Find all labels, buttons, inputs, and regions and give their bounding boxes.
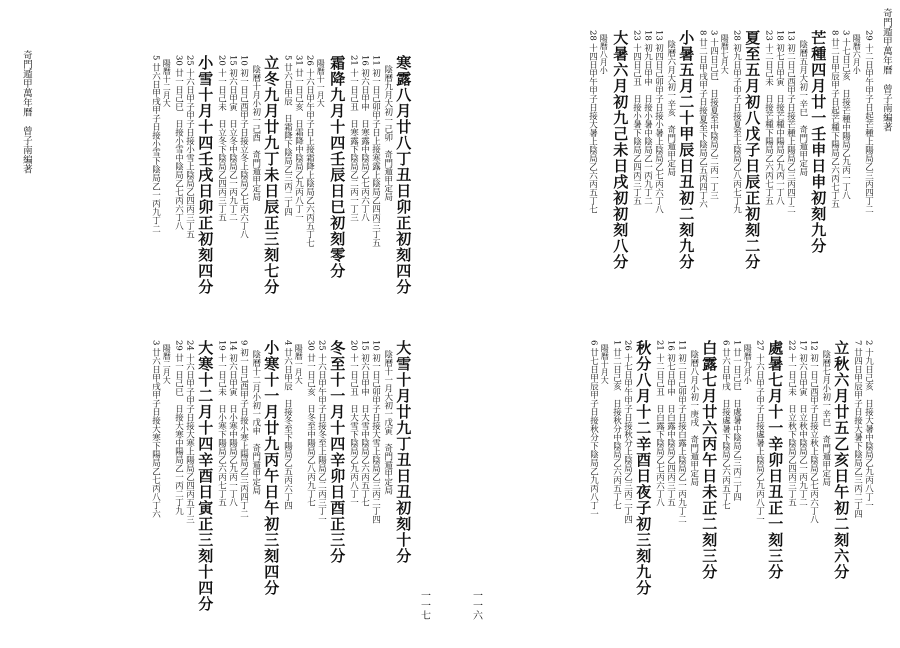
solar-month-note: 陽曆七月大 [720, 34, 730, 74]
solar-month-note: 陽曆九月小 [743, 344, 753, 384]
solar-term-heading: 霜降九月十四壬辰日巳初刻零分 [328, 55, 347, 279]
day-entry-row: 31 廿一日己亥 日霜降中陰局乙九丙八丁一 [293, 55, 304, 222]
solar-term-heading: 寒露八月廿八丁丑日卯正初刻四分 [394, 55, 413, 295]
solar-term-heading: 芒種四月廿一壬申日申初刻九分 [809, 30, 828, 254]
day-entry-row: 21 十二日己丑 日白露下陰局乙七丙六丁八 [654, 340, 665, 507]
day-entry-row: 18 初七日甲寅 日接芒種中陽局乙九丙一丁八 [774, 30, 785, 206]
right-page [450, 0, 900, 648]
lunar-month-heading: 陰曆十月小初一己酉 奇門遁甲定局 [250, 65, 261, 201]
solar-term-heading: 冬至十一月十四辛卯日酉正三分 [328, 340, 347, 564]
day-entry-row: 12 初一日己酉甲子日接立秋上陰局乙七丙六丁八 [808, 340, 819, 524]
solar-term-heading: 小雪十月十四壬戌日卯正初刻四分 [196, 55, 215, 295]
lunar-month-heading: 陰曆五月大初一辛巳 奇門遁甲定局 [797, 40, 808, 176]
lunar-month-heading: 陰曆七月小初一辛巳 奇門遁甲定局 [820, 350, 831, 486]
solar-month-note: 陽曆十一月大 [316, 59, 326, 107]
day-entry-row: 23 十四日己丑 日接小暑下陰局乙四丙三丁五 [631, 30, 642, 206]
day-entry-row: 29 十二日甲午甲子日起芒種上陽局乙三丙四丁二 [863, 30, 874, 214]
page-number: 一一六 [470, 590, 482, 620]
day-entry-row: 29 廿一日己巳 日接大寒中陽局乙一丙二丁九 [173, 340, 184, 516]
day-entry-row: 27 十六日甲子甲子日接處暑上陰局乙九丙八丁一 [754, 340, 765, 524]
day-entry-row: 6 廿六日甲戌 日接處暑下陰局乙六丙五丁七 [720, 340, 731, 510]
day-entry-row: 15 初六日甲申 日大雪中陰局乙六丙五丁七 [359, 340, 370, 507]
day-entry-row: 9 初一日己酉甲子日接小寒上陽局乙三丙四丁二 [238, 340, 249, 519]
day-entry-row: 5 廿六日甲戌甲子日接小雪下陰局乙一丙九丁二 [150, 55, 161, 234]
day-entry-row: 10 初一日己酉甲子日接立冬上陰局乙七丙六丁八 [238, 55, 249, 239]
day-entry-row: 21 十一日己丑 日寒露下陰局乙二丙一丁三 [348, 55, 359, 222]
solar-term-heading: 小寒十一月廿九丙午日午初三刻四分 [262, 340, 281, 596]
solar-term-heading: 立冬九月廿九丁未日辰正三刻七分 [262, 55, 281, 295]
day-entry-row: 28 十四日甲午甲子日接大暑上陰局乙六丙五丁七 [587, 30, 598, 214]
day-entry-row: 2 十九日己亥 日接大暑中陰局乙九丙八丁一 [863, 340, 874, 510]
solar-term-heading: 大暑六月初九己未日戌初初刻八分 [611, 30, 630, 270]
day-entry-row: 11 初二日己卯甲子日接白露上陰局乙一丙九丁二 [676, 340, 687, 524]
solar-month-note: 陽曆十月大 [600, 344, 610, 384]
day-entry-row: 6 廿七日甲辰甲子日接秋分下陰局乙九丙八丁一 [588, 340, 599, 519]
day-entry-row: 15 初六日甲寅 日立冬中陰局乙一丙九丁二 [227, 55, 238, 222]
day-entry-row: 17 初六日甲寅 日立秋中陰局乙一丙九丁二 [797, 340, 808, 507]
lunar-month-heading: 陰曆十一月大初一戊寅 奇門遁甲定局 [382, 350, 393, 495]
day-entry-row: 19 十一日己未 日小寒下陽局乙六丙七丁五 [216, 340, 227, 507]
day-entry-row: 1 廿一日己巳 日處暑中陰局乙三丙二丁四 [731, 340, 742, 502]
solar-term-heading: 夏至五月初八戊子日辰正初刻二分 [743, 30, 762, 270]
day-entry-row: 20 十一日己未 日立冬下陰局乙四丙三丁五 [216, 55, 227, 222]
day-entry-row: 26 十七日甲午甲子日接秋分上陰局乙三丙二丁四 [622, 340, 633, 524]
day-entry-row: 3 十四日己巳 日接夏至中陰局乙二丙一丁三 [708, 30, 719, 200]
day-entry-row: 25 十六日甲子甲子日接小雪上陰局乙四丙三丁五 [184, 55, 195, 239]
page-number: 一一七 [418, 590, 430, 620]
solar-term-heading: 立秋六月廿五乙亥日午初二刻六分 [832, 340, 851, 580]
day-entry-row: 11 初一日己卯甲子日上接寒露上陰局乙四丙三丁五 [370, 55, 381, 248]
solar-month-note: 陽曆六月小 [852, 34, 862, 74]
solar-month-note: 陽曆十二月大 [162, 59, 172, 107]
solar-term-heading: 秋分八月十二辛酉日夜子初三刻九分 [634, 340, 653, 596]
running-header: 奇門遁甲萬年曆 曾子南編著 [880, 8, 892, 132]
day-entry-row: 7 廿四日甲辰甲子日接大暑下陰局乙三丙二丁四 [852, 340, 863, 519]
solar-term-heading: 大雪十月廿九丁丑日丑初刻十分 [394, 340, 413, 564]
day-entry-row: 13 初二日己酉甲子日接芒種上陽局乙三丙四丁二 [785, 30, 796, 214]
solar-term-heading: 白露七月廿六丙午日未正二刻三分 [700, 340, 719, 580]
day-entry-row: 28 初九日甲子甲子日接夏至上陰局乙八丙七丁九 [731, 30, 742, 214]
day-entry-row: 24 十六日甲子甲子日接大寒上陽局乙四丙五丁三 [184, 340, 195, 524]
day-entry-row: 8 廿二日甲辰甲子日起芒種下陽局乙六丙七丁五 [829, 30, 840, 209]
day-entry-row: 30 廿一日己巳 日接小雪中陰局乙七丙六丁八 [173, 55, 184, 231]
day-entry-row: 20 十一日己丑 日大雪下陰局乙九丙八丁一 [348, 340, 359, 507]
day-entry-row: 3 廿六日甲戌甲子日接大寒下陽局乙七丙八丁六 [150, 340, 161, 519]
day-entry-row: 16 初七日甲申 日白露中陰局乙四丙三丁五 [665, 340, 676, 507]
day-entry-row: 10 初一日己卯甲子日接大雪上陰局乙三丙二丁四 [370, 340, 381, 524]
day-entry-row: 8 廿二日甲戌甲子日接夏至下陰局乙五丙四丁六 [697, 30, 708, 209]
lunar-month-heading: 陰曆十二月小初一戊申 奇門遁甲定局 [250, 350, 261, 495]
day-entry-row: 22 十一日己未 日立秋下陰局乙四丙三丁五 [786, 340, 797, 507]
day-entry-row: 14 初六日甲寅 日小寒中陽局乙九丙一丁八 [227, 340, 238, 507]
day-entry-row: 18 初九日甲申 日接小暑中陰局乙一丙九丁二 [642, 30, 653, 206]
day-entry-row: 30 廿一日己亥 日冬至中陽局乙八丙九丁七 [305, 340, 316, 507]
day-entry-row: 26 十六日甲午甲子日上接霜降上陰局乙六丙五丁七 [304, 55, 315, 248]
lunar-month-heading: 陰曆八月小初一庚戌 奇門遁甲定局 [688, 350, 699, 486]
day-entry-row: 23 十二日己未 日接芒種下陽局乙六丙七丁五 [763, 30, 774, 206]
solar-term-heading: 大寒十二月十四辛酉日寅正三刻十四分 [196, 340, 215, 612]
lunar-month-heading: 陰曆九月大初一己卯 奇門遁甲定局 [382, 65, 393, 201]
solar-term-heading: 小暑五月二十甲辰日丑初二刻九分 [677, 30, 696, 270]
running-header: 奇門遁甲萬年曆 曾子南編著 [20, 50, 32, 174]
lunar-month-heading: 陰曆六月大初一辛亥 奇門遁甲定局 [665, 40, 676, 176]
day-entry-row: 1 廿二日己亥 日接秋分中陰局乙六丙五丁七 [611, 340, 622, 510]
solar-month-note: 陽曆二月大 [162, 344, 172, 384]
day-entry-row: 3 十七日己亥 日接芒種中陽局乙九丙一丁八 [840, 30, 851, 200]
day-entry-row: 13 初四日己卯甲子日接小暑上陰局乙七丙六丁八 [653, 30, 664, 214]
solar-month-note: 陽曆一月大 [294, 344, 304, 384]
solar-term-heading: 處暑七月十一辛卯日丑正一刻三分 [766, 340, 785, 580]
day-entry-row: 4 廿六日甲辰 日接冬至下陽局乙五丙六丁四 [282, 340, 293, 510]
day-entry-row: 5 廿六日甲辰 日霜降下陰局乙三丙二丁四 [282, 55, 293, 217]
day-entry-row: 16 初六日甲申 日寒露中陰局乙七丙六丁八 [359, 55, 370, 222]
solar-month-note: 陽曆八月小 [599, 34, 609, 74]
day-entry-row: 25 十六日甲午甲子日接冬至上陽局乙二丙三丁一 [316, 340, 327, 524]
